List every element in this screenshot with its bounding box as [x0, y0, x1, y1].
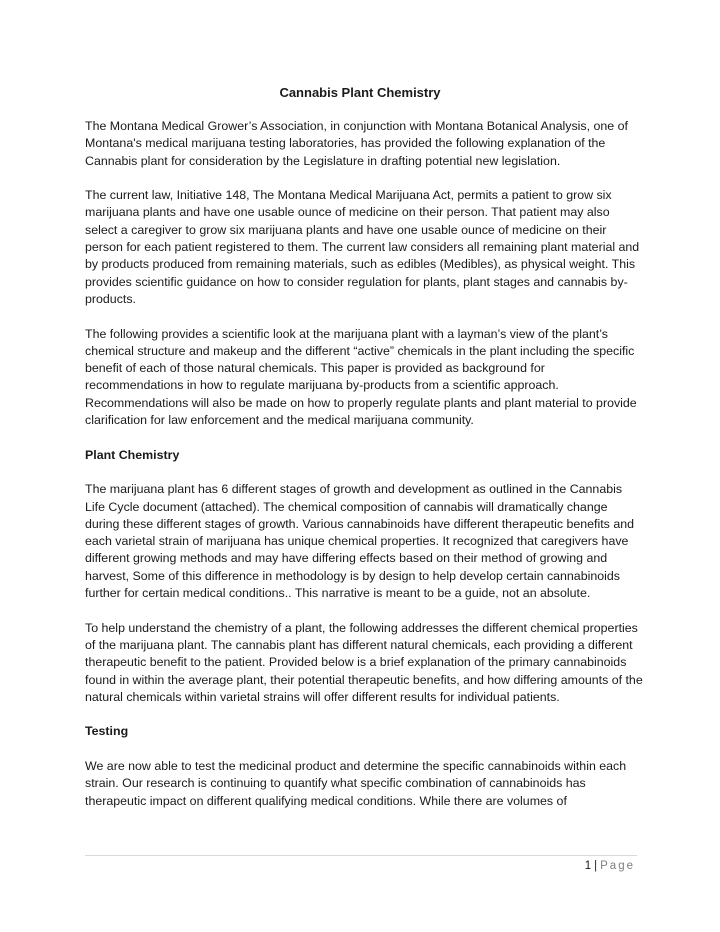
- paragraph-chemistry-understanding: To help understand the chemistry of a plant, the following addresses the different chemical properties of the marijuana plant. The cannabis plant has different natural chemicals, each providing a different therapeutic benefit to the patient. Provided below is a brief explanation of the primary cannabinoids found in within the average plant, their potential therapeutic benefits, and how differing amounts of the natural chemicals within varietal strains will offer different results for individual patients.: [85, 620, 643, 704]
- document-body: [85, 118, 645, 827]
- page-footer: [585, 858, 635, 874]
- page-number: 1: [584, 860, 592, 872]
- document-title: Cannabis Plant Chemistry: [279, 85, 441, 100]
- paragraph-testing: We are now able to test the medicinal product and determine the specific cannabinoids within each strain. Our research is continuing to quantify what specific combination of cannabinoids has therapeutic impact on different qualifying medical conditions. While there are volumes of: [85, 758, 627, 808]
- paragraph-current-law: The current law, Initiative 148, The Montana Medical Marijuana Act, permits a patient to grow six marijuana plants and have one usable ounce of medicine on their person. That patient may also select a caregiver to grow six marijuana plants and have one usable ounce of medicine on their person for each patient registered to them. The current law considers all remaining plant material and by products produced from remaining materials, such as edibles (Medibles), as physical weight. This provides scientific guidance on how to consider regulation for plants, plant stages and cannabis by-products.: [85, 188, 640, 306]
- heading-testing: Testing: [85, 724, 129, 739]
- footer-separator: |: [594, 860, 598, 872]
- footer-divider: [85, 855, 637, 856]
- paragraph-growth-stages: The marijuana plant has 6 different stages of growth and development as outlined in the Cannabis Life Cycle document (attached). The chemical composition of cannabis will dramatically change during these different stages of growth. Various cannabinoids have different therapeutic benefits and each varietal strain of marijuana has unique chemical properties. It recognized that caregivers have different growing methods and may have differing effects based on their method of growing and harvest, Some of this difference in methodology is by design to help develop certain cannabinoids further for certain medical conditions.. This narrative is meant to be a guide, not an absolute.: [85, 482, 634, 601]
- page-label: Page: [600, 860, 635, 872]
- paragraph-scientific-look: The following provides a scientific look at the marijuana plant with a layman’s view of the plant’s chemical structure and makeup and the different “active” chemicals in the plant including the specific benefit of each of those natural chemicals. This paper is provided as background for recommendations in how to regulate marijuana by-products from a scientific approach. Recommendations will also be made on how to properly regulate plants and plant material to provide clarification for law enforcement and the medical marijuana community.: [85, 326, 637, 428]
- heading-plant-chemistry: Plant Chemistry: [85, 447, 180, 462]
- paragraph-intro: The Montana Medical Grower’s Association, in conjunction with Montana Botanical Analysis, one of Montana's medical marijuana testing laboratories, has provided the following explanation of the Cannabis plant for consideration by the Legislature in drafting potential new legislation.: [85, 119, 628, 168]
